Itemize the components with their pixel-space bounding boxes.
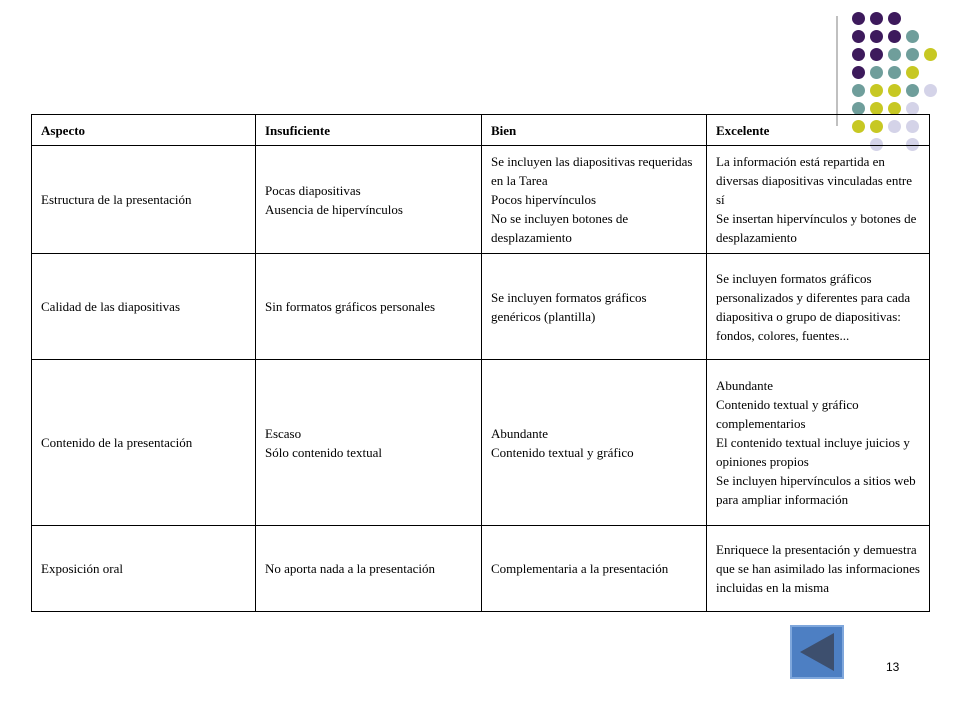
cell-insuficiente: Escaso Sólo contenido textual (256, 360, 482, 526)
header-excelente: Excelente (707, 115, 930, 146)
table-row (32, 526, 930, 612)
table-header-row (32, 115, 930, 146)
cell-bien: Abundante Contenido textual y gráfico (482, 360, 707, 526)
decorative-dot (924, 48, 937, 61)
decorative-dot (870, 30, 883, 43)
decorative-dot (852, 48, 865, 61)
cell-aspect: Estructura de la presentación (32, 146, 256, 254)
decorative-dot (852, 66, 865, 79)
cell-aspect: Calidad de las diapositivas (32, 254, 256, 360)
cell-bien: Se incluyen formatos gráficos genéricos (plantilla) (482, 254, 707, 360)
decorative-dot (852, 12, 865, 25)
decorative-dot (888, 84, 901, 97)
decorative-dot (906, 84, 919, 97)
decorative-dot (852, 30, 865, 43)
decorative-dot (852, 84, 865, 97)
decorative-dot (906, 48, 919, 61)
decorative-dot (924, 84, 937, 97)
decorative-dot (870, 12, 883, 25)
cell-insuficiente: Sin formatos gráficos personales (256, 254, 482, 360)
back-button[interactable] (790, 625, 844, 679)
decorative-dot (906, 66, 919, 79)
decorative-dot (870, 66, 883, 79)
cell-excelente: Se incluyen formatos gráficos personalizados y diferentes para cada diapositiva o grupo de diapositivas: fondos, colores, fuentes... (707, 254, 930, 360)
header-aspecto: Aspecto (32, 115, 256, 146)
decorative-dot (870, 84, 883, 97)
decorative-dot (906, 30, 919, 43)
page-number: 13 (886, 660, 900, 674)
cell-aspect: Exposición oral (32, 526, 256, 612)
triangle-left-icon (790, 625, 844, 679)
cell-insuficiente: No aporta nada a la presentación (256, 526, 482, 612)
table-row (32, 254, 930, 360)
header-bien: Bien (482, 115, 707, 146)
decorative-dot (870, 48, 883, 61)
cell-excelente: La información está repartida en diversas diapositivas vinculadas entre sí Se insertan hipervínculos y botones de desplazamiento (707, 146, 930, 254)
decorative-dot (888, 48, 901, 61)
cell-bien: Complementaria a la presentación (482, 526, 707, 612)
decorative-divider (836, 16, 838, 126)
cell-excelente: Enriquece la presentación y demuestra que se han asimilado las informaciones incluidas en la misma (707, 526, 930, 612)
rubric-table (31, 114, 930, 612)
decorative-dot (888, 12, 901, 25)
decorative-dot (888, 30, 901, 43)
table-row (32, 146, 930, 254)
decorative-dot (888, 66, 901, 79)
cell-excelente: Abundante Contenido textual y gráfico complementarios El contenido textual incluye juicios y opiniones propios Se incluyen hipervínculos a sitios web para ampliar información (707, 360, 930, 526)
cell-aspect: Contenido de la presentación (32, 360, 256, 526)
table-row (32, 360, 930, 526)
cell-bien: Se incluyen las diapositivas requeridas en la Tarea Pocos hipervínculos No se incluyen botones de desplazamiento (482, 146, 707, 254)
header-insuficiente: Insuficiente (256, 115, 482, 146)
cell-insuficiente: Pocas diapositivas Ausencia de hipervínculos (256, 146, 482, 254)
